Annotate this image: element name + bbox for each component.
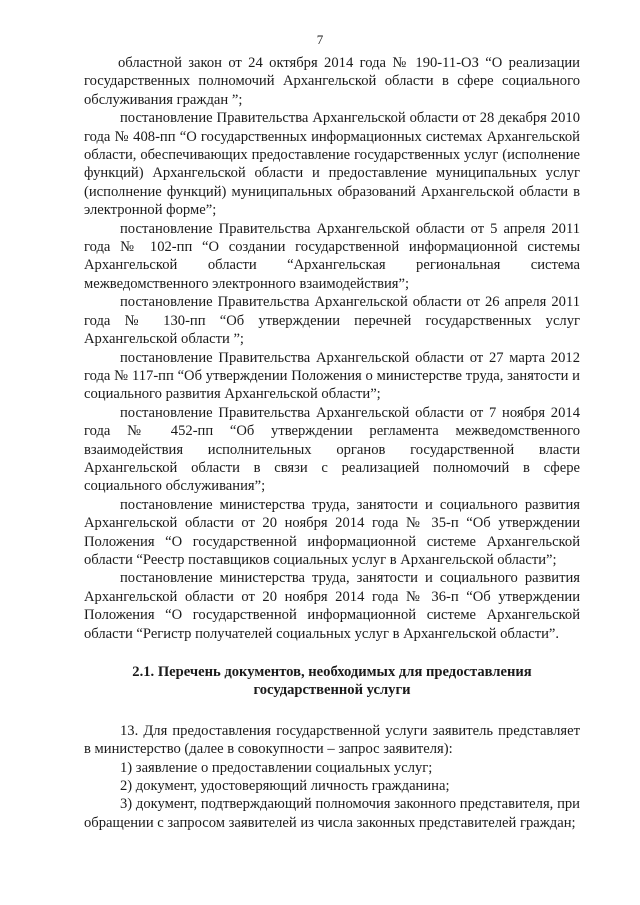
paragraph-resolution-452: постановление Правительства Архангельской области от 7 ноября 2014 года № 452-пп “Об утверждении регламента межведомственного взаимодействия исполнительных органов государственной власти Архангельской области в связи с реализацией полномочий в сфере социального обслуживания”; <box>84 404 580 495</box>
document-body <box>84 54 580 832</box>
section-heading-line1: 2.1. Перечень документов, необходимых для предоставления <box>132 664 532 680</box>
paragraph-resolution-130: постановление Правительства Архангельской области от 26 апреля 2011 года № 130-пп “Об утверждении перечней государственных услуг Архангельской области ”; <box>84 294 580 348</box>
paragraph-resolution-102: постановление Правительства Архангельской области от 5 апреля 2011 года № 102-пп “О создании государственной информационной системы Архангельской области “Архангельская региональная система межведомственного электронного взаимодействия”; <box>84 220 580 292</box>
section-heading-line2: государственной услуги <box>253 682 411 699</box>
paragraph-resolution-408: постановление Правительства Архангельской области от 28 декабря 2010 года № 408-пп “О государственных информационных системах Архангельской области, обеспечивающих предоставление государственных услуг (исполнение функций) Архангельской области и предоставление муниципальных услуг (исполнение функций) муниципальных образований Архангельской области в электронной форме”; <box>84 110 580 219</box>
list-item-1: 1) заявление о предоставлении социальных услуг; <box>120 759 433 776</box>
paragraph-resolution-117: постановление Правительства Архангельской области от 27 марта 2012 года № 117-пп “Об утверждении Положения о министерстве труда, занятости и социального развития Архангельской области”; <box>84 349 580 403</box>
paragraph-ministry-36: постановление министерства труда, занятости и социального развития Архангельской области от 20 ноября 2014 года № 36-п “Об утверждении Положения “О государственной информационной системе Архангельской области “Регистр получателей социальных услуг в Архангельской области”. <box>84 570 580 642</box>
list-item-3: 3) документ, подтверждающий полномочия законного представителя, при обращении с запросом заявителей из числа законных представителей граждан; <box>84 796 580 831</box>
paragraph-regional-law: областной закон от 24 октября 2014 года № 190-11-ОЗ “О реализации государственных полномочий Архангельской области в сфере социального обслуживания граждан ”; <box>84 55 580 108</box>
paragraph-item-13: 13. Для предоставления государственной услуги заявитель представляет в министерство (далее в совокупности – запрос заявителя): <box>84 722 580 758</box>
page-number: 7 <box>316 32 324 47</box>
list-item-2: 2) документ, удостоверяющий личность гражданина; <box>120 778 450 795</box>
paragraph-ministry-35: постановление министерства труда, занятости и социального развития Архангельской области от 20 ноября 2014 года № 35-п “Об утверждении Положения “О государственной информационной системе Архангельской области “Реестр поставщиков социальных услуг в Архангельской области”; <box>84 496 580 568</box>
section-heading <box>84 663 580 700</box>
